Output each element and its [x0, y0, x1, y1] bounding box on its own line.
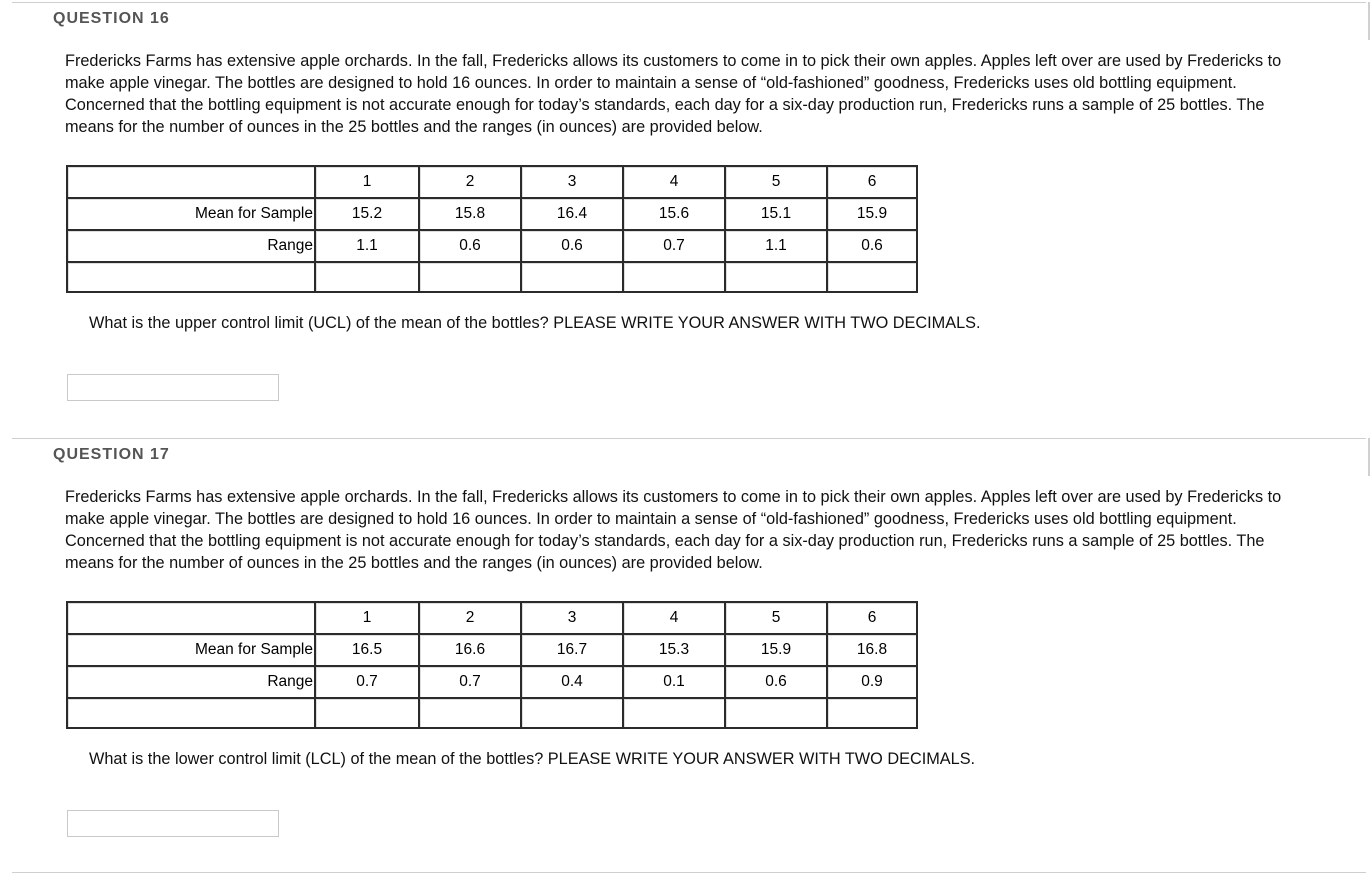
- sample-header-cell: 3: [520, 601, 622, 633]
- page-bottom-divider: [12, 872, 1366, 873]
- question-16: [0, 0, 1370, 436]
- mean-cell: 15.1: [724, 197, 826, 229]
- sample-header-cell: 1: [314, 601, 418, 633]
- range-cell: 1.1: [724, 229, 826, 261]
- table-corner-cell: [66, 601, 314, 633]
- sample-header-cell: 2: [418, 165, 520, 197]
- sample-header-cell: 4: [622, 165, 724, 197]
- empty-cell: [66, 697, 314, 729]
- question-prompt: What is the lower control limit (LCL) of the mean of the bottles? PLEASE WRITE YOUR ANSWER WITH TWO DECIMALS.: [89, 750, 976, 768]
- range-cell: 0.7: [314, 665, 418, 697]
- row-label-range: Range: [66, 665, 314, 697]
- table-header-row: [66, 165, 918, 197]
- question-divider: [12, 2, 1366, 3]
- empty-cell: [826, 261, 918, 293]
- table-row-empty: [66, 261, 918, 293]
- table-row-mean: [66, 197, 918, 229]
- question-text: Fredericks Farms has extensive apple orchards. In the fall, Fredericks allows its customers to come in to pick their own apples. Apples left over are used by Fredericks to make apple vinegar. The bottles are designed to hold 16 ounces. In order to maintain a sense of “old-fashioned” goodness, Fredericks uses old bottling equipment. Concerned that the bottling equipment is not accurate enough for today’s standards, each day for a six-day production run, Fredericks runs a sample of 25 bottles. The means for the number of ounces in the 25 bottles and the ranges (in ounces) are provided below.: [65, 488, 1282, 572]
- empty-cell: [622, 261, 724, 293]
- answer-input[interactable]: [67, 374, 279, 401]
- empty-cell: [66, 261, 314, 293]
- sample-header-cell: 5: [724, 601, 826, 633]
- empty-cell: [724, 697, 826, 729]
- table-row-range: [66, 665, 918, 697]
- empty-cell: [418, 697, 520, 729]
- question-prompt: What is the upper control limit (UCL) of the mean of the bottles? PLEASE WRITE YOUR ANSWER WITH TWO DECIMALS.: [89, 314, 981, 332]
- question-title: QUESTION 16: [53, 10, 170, 27]
- range-cell: 0.6: [724, 665, 826, 697]
- sample-header-cell: 2: [418, 601, 520, 633]
- empty-cell: [520, 261, 622, 293]
- empty-cell: [724, 261, 826, 293]
- mean-cell: 15.9: [724, 633, 826, 665]
- range-cell: 0.7: [418, 665, 520, 697]
- range-cell: 0.1: [622, 665, 724, 697]
- empty-cell: [520, 697, 622, 729]
- table-row-empty: [66, 697, 918, 729]
- sample-header-cell: 5: [724, 165, 826, 197]
- question-17: [0, 436, 1370, 874]
- mean-cell: 15.2: [314, 197, 418, 229]
- sample-data-table: [66, 165, 918, 293]
- question-title: QUESTION 17: [53, 446, 170, 463]
- row-label-range: Range: [66, 229, 314, 261]
- table-row-range: [66, 229, 918, 261]
- sample-header-cell: 1: [314, 165, 418, 197]
- mean-cell: 16.8: [826, 633, 918, 665]
- empty-cell: [314, 697, 418, 729]
- mean-cell: 16.5: [314, 633, 418, 665]
- sample-data-table: [66, 601, 918, 729]
- range-cell: 0.4: [520, 665, 622, 697]
- sample-header-cell: 6: [826, 601, 918, 633]
- table-header-row: [66, 601, 918, 633]
- sample-header-cell: 3: [520, 165, 622, 197]
- mean-cell: 16.6: [418, 633, 520, 665]
- question-divider: [12, 438, 1366, 439]
- mean-cell: 16.4: [520, 197, 622, 229]
- table-row-mean: [66, 633, 918, 665]
- range-cell: 0.6: [520, 229, 622, 261]
- mean-cell: 15.8: [418, 197, 520, 229]
- empty-cell: [826, 697, 918, 729]
- answer-input[interactable]: [67, 810, 279, 837]
- row-label-mean: Mean for Sample: [66, 197, 314, 229]
- sample-header-cell: 4: [622, 601, 724, 633]
- range-cell: 0.7: [622, 229, 724, 261]
- empty-cell: [622, 697, 724, 729]
- range-cell: 0.6: [826, 229, 918, 261]
- question-text: Fredericks Farms has extensive apple orchards. In the fall, Fredericks allows its customers to come in to pick their own apples. Apples left over are used by Fredericks to make apple vinegar. The bottles are designed to hold 16 ounces. In order to maintain a sense of “old-fashioned” goodness, Fredericks uses old bottling equipment. Concerned that the bottling equipment is not accurate enough for today’s standards, each day for a six-day production run, Fredericks runs a sample of 25 bottles. The means for the number of ounces in the 25 bottles and the ranges (in ounces) are provided below.: [65, 52, 1282, 136]
- table-corner-cell: [66, 165, 314, 197]
- range-cell: 0.9: [826, 665, 918, 697]
- row-label-mean: Mean for Sample: [66, 633, 314, 665]
- mean-cell: 15.9: [826, 197, 918, 229]
- mean-cell: 15.6: [622, 197, 724, 229]
- mean-cell: 15.3: [622, 633, 724, 665]
- mean-cell: 16.7: [520, 633, 622, 665]
- sample-header-cell: 6: [826, 165, 918, 197]
- empty-cell: [418, 261, 520, 293]
- empty-cell: [314, 261, 418, 293]
- range-cell: 0.6: [418, 229, 520, 261]
- range-cell: 1.1: [314, 229, 418, 261]
